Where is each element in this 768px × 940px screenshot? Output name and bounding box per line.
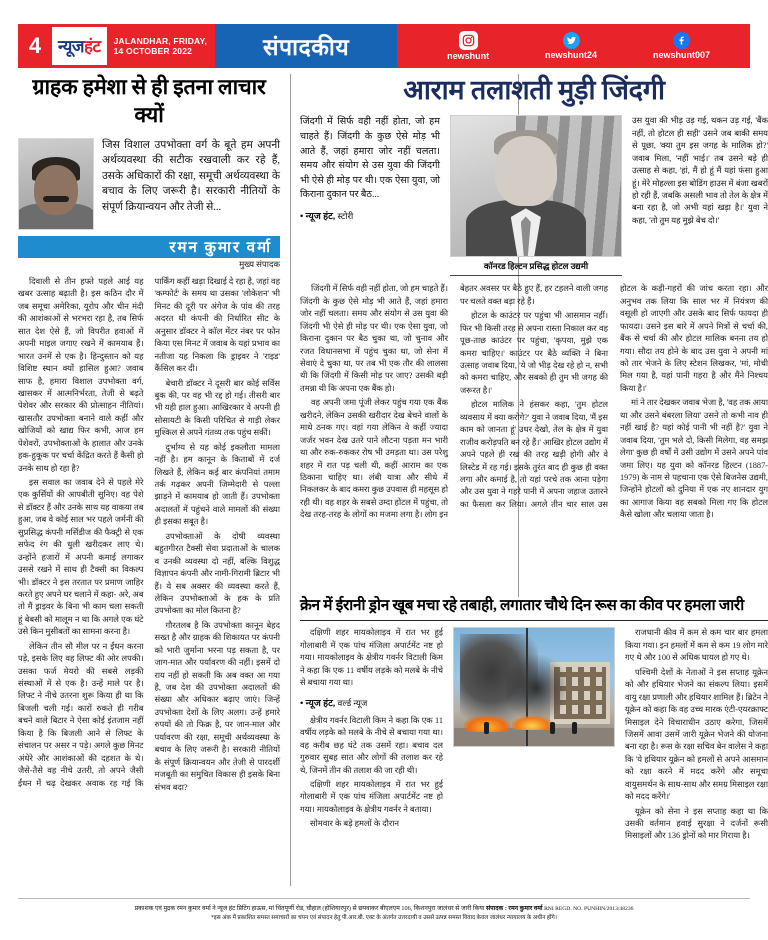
facebook-handle: newshunt007 <box>653 50 711 60</box>
instagram-icon <box>459 31 478 50</box>
world-news-photo-block <box>453 627 615 844</box>
editorial-paragraph: इस सवाल का जवाब देने से पहले मेरे एक कुर्सियों की आपबीती सुनिए। वह पेशे से डॉक्टर हैं और उनके साथ यह वाकया तब हुआ, जब वे कोई साल भर पहले जर्मनी की सुप्रसिद्ध कंपनी मर्सिडीज की फैक्ट्री से एक सफेद रंग की धुली खरीदकर लाए थे। उन्होंने हजारों में अपनी कमाई लगाकर उससे रखने में साथ ही टैक्सी का विकल्प भी। डॉक्टर ने इस तरतात पर प्रमाण जाहिर करते हुए अपने घर चलाने में कहा- अरे, अब तो मैं ड्राइवर के बिना भी काम चला सकती हूं बेबसी को मालूम न था कि अगले एक घंटे उसे किन मुसीबतों का सामना करना है। <box>18 478 144 637</box>
footer-disclaimer: *इस अंक में प्रकाशित समस्त समाचारों का चयन एवं संपादन हेतु पी.आर.बी. एक्ट के अंतर्गत उत्तरदायी व उससे उत्पन्न समस्त विवाद केवल जालंधर न्यायालय के अधीन होंगे। <box>211 915 557 922</box>
footer-publisher-line <box>18 904 750 913</box>
twitter-handle: newshunt24 <box>545 50 598 60</box>
facebook-icon <box>673 32 690 49</box>
instagram-handle: newshunt <box>447 51 490 61</box>
masthead <box>18 24 750 68</box>
section-band <box>215 24 397 68</box>
kyiv-attack-photo <box>453 627 615 747</box>
column-divider-left <box>290 74 291 886</box>
social-facebook[interactable] <box>653 32 710 60</box>
editor-portrait <box>18 138 94 230</box>
feature-headline: आराम तलाशती मुड़ी जिंदगी <box>403 75 665 105</box>
footer-imprint <box>18 898 750 923</box>
world-news-paragraph: क्षेत्रीय गवर्नर विटाली किम ने कहा कि एक 11 वर्षीय लड़के को मलबे के नीचे से बचाया गया था। वह करीब छह घंटे तक उसमें रहा। बचाव दल गुरुवार सुबह सात और लोगों की तलाश कर रहे थे, जिनमें तीन की तलाश की जा रही थी। <box>300 715 443 775</box>
editorial-column <box>18 74 280 886</box>
editor-block <box>18 138 280 230</box>
byline-brand: न्यूज हंट, <box>305 211 336 222</box>
world-news-paragraph: दक्षिणी शहर मायकोलाइव में रात भर हुई गोलाबारी में एक पांच मंजिला अपार्टमेंट नष्ट हो गया। मायकोलाइव के क्षेत्रीय गवर्नर ने बताया। <box>300 779 443 814</box>
world-news-headline: क्रेन में ईरानी ड्रोन खूब मचा रहे तबाही, लगातार चौथे दिन रूस का कीव पर हमला जारी <box>300 597 768 621</box>
editorial-paragraph: लेकिन तीन सौ मील पर न ईंधन करना पड़े, इसके लिए वह लिफ्ट की ओर लपकी। उसका फर्ज मेयरो की सबसे लड़की संस्थाओं में से एक है। उन्हें माले पर है। लिफ्ट ने नीचे उतरना शुरू किया ही था कि बिजली चली गई। कारों रुकते ही गरीब बचने वाले बिटार ने ऐसा कोई इंतजाम नहीं किया है कि बिजली आने से लिफ्ट के संचालन पर असर न पड़े। अगले कुछ मिनट अंधेरे और आशंकाओं की दहशत के थे। जैसे-तैसे वह नीचे उतरी, तो अपने जैसी ईंधन में चढ़ देखकर अवाक रह गई कि पार्किंग कहीं खड़ा दिखाई दे रहा है, जहां वह 'कम्फोर्ट' के समय था उसका 'लोकेशन' भी मिनट की दूरी पर अंगेज के पांव की तरह अदरत थी कंपनी की निर्धारित सीट के अनुसार डॉक्टर ने कॉल मेंटर नंबर पर फोन किया एस मिनट में जवाब के यहां प्रभाव का नतीजा यह निकला कि ड्राइवर ने 'राइड' कैंसिल कर दी। <box>18 277 280 788</box>
feature-top <box>300 115 768 276</box>
world-news-byline: • न्यूज हंट, वर्ल्ड न्यूज <box>300 697 368 709</box>
social-twitter[interactable] <box>545 32 597 60</box>
conrad-hilton-photo <box>450 115 622 257</box>
feature-photo-caption: कॉनरड हिल्टन प्रसिद्ध होटल उद्यमी <box>450 260 622 276</box>
world-news-paragraph: सोमवार के बड़े हमलों के दौरान <box>310 819 400 829</box>
editorial-paragraph: गौरतलब है कि उपभोक्ता कानून बेहद सख्त है और ग्राहक की शिकायत पर कंपनी को भारी जुर्माना भरना पड़ सकता है, पर जाग-मात और पर्यावरण की नहीं। इसमें दो राय नहीं हो सकती कि अब वक्त आ गया है, जब देश की उपभोक्ता अदालतों की संख्या और अधिकार बढ़ाए जाएं। जिन्हें उपभोक्ता देशों के लिए अलग। उन्हें हमारे रुपयों की तो फिक्र है, पर जान-माल और पर्यावरण की रक्षा, समूची अर्थव्यवस्था के बचाव के लिए जरूरी है। सरकारी नीतियों के संपूर्ण क्रियान्वयन और तेजी से पारदर्शी मजबूती का समुचित विकास ही इसके बिना संभव बदा? <box>154 620 280 792</box>
editorial-paragraph: दिवाली से तीन हफ्ते पहले आई यह खबर उत्साह बढ़ाती है। इस कठिन दौर में जब समूचा अमेरिका, यूरोप और चीन मंदी की आशंकाओं से भरभरा रहा है, तब सिर्फ सात देश ऐसे हैं, जो विपरीत हवाओं में अपनी माइल जगाए रखने में कामयाब हैं। भारत उनमें से एक है। हिन्दुस्तान को यह विशिष्ट स्थान क्यों हासिल हुआ? जवाब साफ है, हमारा विशाल उपभोक्ता वर्ग, खासकर में आत्मनिर्भरता, तेजी से बढ़ते पेशेवर और सरकार की प्रोत्साहन नीतियां। खासतौर उपभोक्ता बनाने वाले कहीं और खोजियों को खाद्य फिर कभी, आज हम पेशेवरों, उपभोक्ताओं के हालात और उनके हक-हुकूक पर चर्चा केंद्रित करते हैं कैसी हो उनके साथ हो रहा है? <box>18 277 144 473</box>
content-area <box>18 74 768 886</box>
byline-section: स्टोरी <box>337 210 354 221</box>
world-news-story <box>300 597 768 845</box>
editor-name: रमन कुमार वर्मा <box>169 240 272 257</box>
page-number: 4 <box>28 33 42 58</box>
feature-paragraph: वह अपनी जमा पूंजी लेकर पहुंच गया एक बैंक खरीदने, लेकिन उसकी खरीदार देख बेचने वालों के माथे ठनक गए। वहां गया लेकिन वे कहीं ज्यादा जर्जर भवन देख उतरे पाने लौटना पड़ता मन भारी था और रुक-रुककर रोष भी उमड़ता था। उस परेशु शहर में रात पड़ चली थी, कहीं आराम का एक ठिकाना चाहिए था। लंबी यात्रा और सीधे में निकलकर के बाद कमरा कुछ उपवास ही महसूस हो रही थी। वह शहर के सबसे उम्दा होटल में पहुंचा, तो देख तरह-तरह के लोगों का मजमा लगा है। लोग इन बेहतर अवसर पर बैठे हुए हैं, हर टहलने वाली जगह पर चलते वक्त बड़ा रहे हैं। <box>300 284 608 520</box>
feature-body <box>300 283 768 521</box>
world-news-grid <box>300 627 768 844</box>
feature-byline: • न्यूज हंट, स्टोरी <box>300 210 354 222</box>
byline-brand: न्यूज हंट, <box>305 698 336 709</box>
newspaper-logo[interactable] <box>52 27 107 65</box>
world-news-column-one <box>300 627 443 844</box>
feature-side-text <box>632 115 768 276</box>
world-news-paragraph: दक्षिणी शहर मायकोलाइव में रात भर हुई गोलाबारी में एक पांच मंजिला अपार्टमेंट नष्ट हो गया। मायकोलाइव के क्षेत्रीय गवर्नर विटाली किम ने कहा कि एक 11 वर्षीय लड़के को मलबे के नीचे से बचाया गया था। <box>300 628 443 688</box>
footer-publisher-text: प्रकाशक एवं मुद्रक रमन कुमार वर्मा ने न्यूज हंट प्रिटिंग हाऊस, मां चिंतपूर्णी रोड, चौहाल (होशियारपुर) से छपवाकर बीएलएम 106, किशनपुरा जालंधर से जारी किया <box>134 905 485 912</box>
byline-section: वर्ल्ड न्यूज <box>337 697 368 708</box>
feature-paragraph: जिंदगी में सिर्फ वही नहीं होता, जो हम चाहते हैं। जिंदगी के कुछ ऐसे मोड़ भी आते हैं, जहां हमारा जोर नहीं चलता। समय और संयोग से उस युवा की जिंदगी भी ऐसे ही मोड़ पर थी। एक ऐसा युवा, जो किराना दुकान पर बैठ चुका था, जो चुनाव और रजत विधानसभा में पहुंच चुका था, जो सेना में सेवाएं दे चुका था, पर तब भी एक तौर की लालसा थी कि जिंदगी में किसी मोड़ पर जाए? उसकी बड़ी तमन्ना थी कि अपना एक बैंक हो। <box>300 284 448 393</box>
feature-paragraph: मां ने तार देखकर जवाब भेजा है, 'वह तक आया था और उसने बंबरला लिया' उसने तो कभी नाव ही नहीं खाई है? यहां कोई पानी भी नहीं है?' युवा ने जवाब दिया, 'तुम भले दो, किसी मिलेगा, वह समझ लेगा' कुछ ही वर्षों में उसी उद्योग में उसने अपने पांव जमा लिए। यह युवा को कॉनरड हिल्टन (1887-1979) के नाम से पहचाना एक ऐसे बिजनेस उद्यमी, जिन्होंने होटलों को दुनिया में एक नए शानदार युग का आगाज किया वह सबको मिला गए कि होटल कैसे खोला और चलाया जाता है। <box>620 398 768 520</box>
world-news-paragraph: यूक्रेन को सेना ने इस सप्ताह कहा था कि उसकी वर्तमान हवाई सुरक्षा ने दर्जनों रूसी मिसाइलों और 136 ड्रोनों को मार गिराया है। <box>625 806 768 841</box>
feature-paragraph: होटल मालिक ने हंसकर कहा, 'तुम होटल व्यवसाय में क्या करोगे?' युवा ने जवाब दिया, 'मैं इस काम को जानता हूं' उधर देखो, तेल के क्षेत्र में युवा राजीव करोड़पति बन रहे हैं।' आखिर होटल उद्योग में अपने पहले ही रख की तरह खड़ी होगी और वे लिस्टेड में रह गई। इसके तुरंत बाद ही कुछ ही वक्त लगा और कमाई है, तो यहां परचे तक आना पड़ेगा और उस युवा ने गहरे पानी में अपना जहाज उतारने का फैसला कर लिया। अगले तीन चार साल उस होटल के कड़ी-गहरों की जांच करता रहा। और अनुभव तक लिया कि साल भर में नियंत्रण की वसूली हो जाएगी और उसके बाद सिर्फ फायदा ही फायदा। उसने इस बारे में अपने मित्रों से चर्चा की, बैंक से चर्चा की और होटल मालिक बनना तय हो गया। सौदा तय होने के बाद उस युवा ने अपनी मां को तार भेजने के लिए स्टेशन लिखकर, 'मां, मोची मिल गया है, यहां पानी गहरा है और मैंने निश्चय किया है।' <box>460 284 768 509</box>
section-title: संपादकीय <box>262 34 350 60</box>
dateline <box>107 24 208 68</box>
dateline-city-day: JALANDHAR, FRIDAY, <box>113 35 208 46</box>
logo-part-one: न्यूज <box>58 36 84 56</box>
world-news-column-three <box>625 627 768 844</box>
editorial-pull-quote: जिस विशाल उपभोक्ता वर्ग के बूते हम अपनी अर्थव्यवस्था की सटीक रखवाली कर रहे हैं, उसके अधिकारों की रक्षा, समूची अर्थव्यवस्था के बचाव के लिए जरूरी है। सरकारी नीतियों के संपूर्ण क्रियान्वयन और तेजी से... <box>102 140 280 213</box>
editorial-headline: ग्राहक हमेशा से ही इतना लाचार क्यों <box>32 75 266 127</box>
editor-name-bar <box>18 236 280 258</box>
editorial-paragraph: बेचारी डॉक्टर ने दूसरी बार कोई सर्विस बुक की, पर वह भी रद्द हो गई। तीसरी बार भी यही हाल हुआ। आखिरकार वे अपनी ही सोसायटी के किसी परिचित से गाड़ी लेकर मुश्किल से अपने गंतव्य तक पहुंच सकीं। <box>154 378 280 438</box>
feature-paragraph: होटल के काउंटर पर पहुंचा भी आसमान नहीं। फिर भी किसी तरह से अपना रास्ता निकाल कर वह पूछ-ताछ काउंटर पर पहुंचा, 'कृपया, मुझे एक कमरा चाहिए।' काउंटर पर बैठे व्यक्ति ने बिना उत्साह जवाब दिया, 'ये जो भीड़ देख रहे हो न, सभी को कमरा चाहिए, और सबको ही तुम भी जगह की जरूरत है।' <box>460 311 608 395</box>
world-news-paragraph: राजधानी कीव में कम से कम चार बार हमला किया गया। इन हमलों में कम से कम 19 लोग मारे गए थे और 100 से अधिक घायल हो गए थे। <box>625 628 768 663</box>
world-news-paragraph: पश्चिमी देशों के नेताओं ने इस सप्ताह यूक्रेन को और हथियार भेजने का संकल्प लिया। इसमें वायु रक्षा प्रणाली और हथियार शामिल हैं। ब्रिटेन ने यूक्रेन को कहा कि वह उच्च मारक एंटी-एयरक्राफ्ट मिसाइल देने विचाराधीन उठाए करेगा, जिसमें जिसमें आवा उसमें जारी यूक्रेन भेजने की योजना बना रहा है। रूस के रक्षा सचिव बेन वालेस ने कहा कि 'ये हथियार यूक्रेन को हमलों से अपने आसमान को रक्षा करने में मदद करेंगे और समूचा वायुसमर्थन के साथ-साथ और समग्र मिसाइल रक्षा को मदद करेंगे।' <box>625 667 768 802</box>
footer-editor-text: संपादक : रमन कुमार वर्मा <box>485 905 543 912</box>
logo-part-two: हंट <box>84 36 101 56</box>
feature-photo-block <box>450 115 622 276</box>
feature-side-paragraph: उस युवा की भीड़ उड़ गई, थकन उड़ गई, 'बैंक नहीं, तो होटल ही सही' उसने जब बाकी समय से पूछा, 'क्या तुम इस जगह के मालिक हो?' जवाब मिला, 'नहीं भाई।' तब उसने बड़े ही उत्साह से कहा, 'हां, मैं हो हूं मैं यहां फंसा हुआ हूं। मेरे मोहल्ला इस बोडिंग हाउस में बंजा खबरों हो रही हैं, जबकि असली भाव तो तेल के क्षेत्र में बना रहा है, जो अभी यहां खड़ा है।' युवा ने कहा, 'तो तुम यह मुझे बेच दो।' <box>632 116 768 225</box>
dateline-date: 14 OCTOBER 2022 <box>113 46 193 56</box>
editorial-paragraph: उपभोक्ताओं के दोषी व्यवस्था बहुतगीरत टैक्सी सेवा प्रदाताओं के चालक व उनकी व्यवस्था दो नहीं, बल्कि विशुद्ध विज्ञापन कंपनी और नामी-गिरामी ब्रिटार भी हैं। ये सब अक्सर की व्यवस्था करते हैं, लेकिन उपभोक्ताओं के हक के प्रति उपभोक्ता का मोल कितना है? <box>154 531 280 616</box>
social-links <box>397 24 750 68</box>
editorial-body <box>18 276 280 794</box>
social-instagram[interactable] <box>447 31 489 61</box>
editor-role: मुख्य संपादक <box>239 259 280 270</box>
twitter-icon <box>563 32 580 49</box>
editorial-paragraph: दुर्भाग्य से यह कोई इकलौता मामला नहीं है। हम कानून के किताबों में दर्ज लिखते हैं, लेकिन कई बार कंपनियां तमाम तर्क गढ़कर अपनी जिम्मेदारी से पल्ला झाड़ने में कामयाब हो जाती हैं। उपभोक्ता अदालतों में पहुंचने वाले मामलों की संख्या ही इसका सबूत है। <box>154 442 280 527</box>
feature-intro-text: जिंदगी में सिर्फ वही नहीं होता, जो हम चाहते हैं। जिंदगी के कुछ ऐसे मोड़ भी आते हैं, जहां हमारा जोर नहीं चलता। समय और संयोग से उस युवा की जिंदगी भी ऐसे ही मोड़ पर थी। एक ऐसा युवा, जो किराना दुकान पर बैठ... <box>300 116 440 201</box>
feature-intro-block <box>300 115 440 276</box>
footer-rni-registration: RNI REGD. NO. PUNHIN/2013/48236 <box>544 906 634 912</box>
